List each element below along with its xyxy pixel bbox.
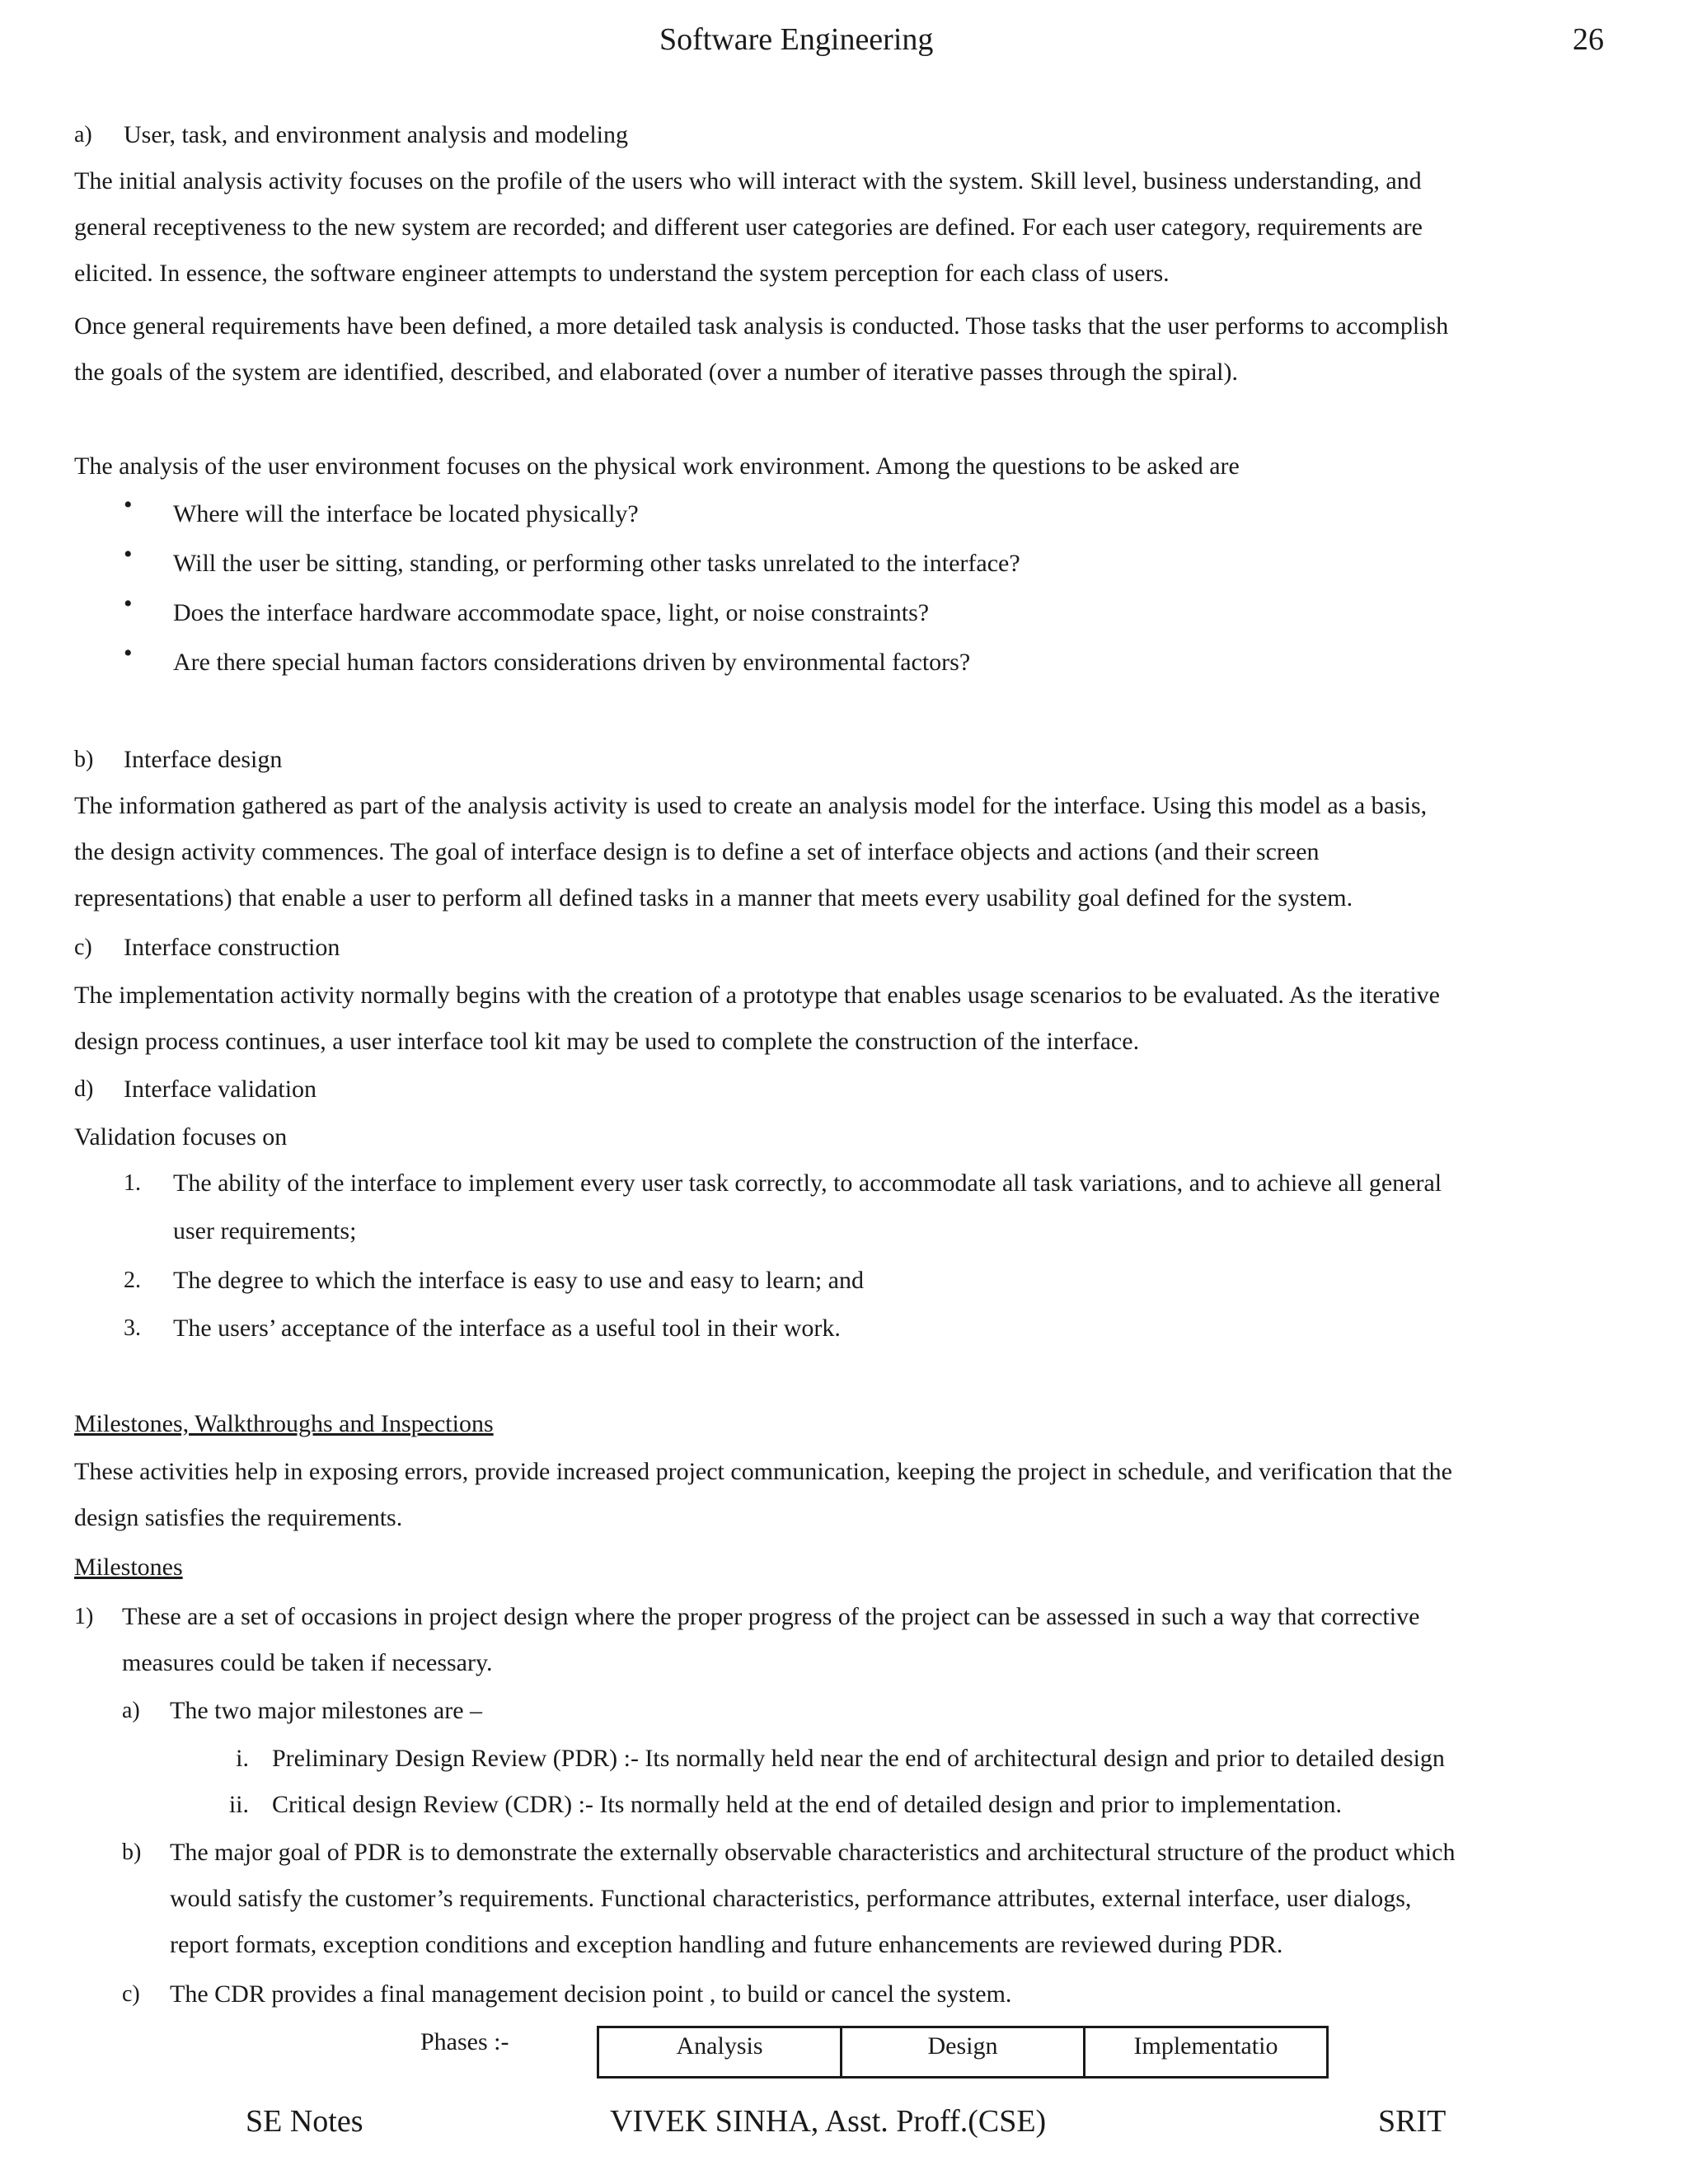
paragraph-line: representations) that enable a user to perform all defined tasks in a manner that meets every usability goal defined for the system. xyxy=(74,884,1353,912)
paragraph-line: design satisfies the requirements. xyxy=(74,1504,403,1531)
list-item: Where will the interface be located physically? xyxy=(173,500,639,527)
list-item: The ability of the interface to implement every user task correctly, to accommodate all task variations, and to achieve all general xyxy=(173,1169,1442,1197)
section-c-marker: c) xyxy=(74,935,92,960)
list-item: Does the interface hardware accommodate space, light, or noise constraints? xyxy=(173,599,930,626)
paragraph-line: The implementation activity normally begins with the creation of a prototype that enables usage scenarios to be evaluated. As the iterative xyxy=(74,982,1440,1009)
paragraph-line: The analysis of the user environment focuses on the physical work environment. Among the questions to be asked are xyxy=(74,452,1240,480)
list-item-continuation: user requirements; xyxy=(173,1217,357,1244)
numbered-marker: 1. xyxy=(124,1170,141,1196)
numbered-marker: 3. xyxy=(124,1315,141,1341)
section-c-heading: Interface construction xyxy=(124,934,340,961)
list-item: Will the user be sitting, standing, or performing other tasks unrelated to the interface? xyxy=(173,550,1020,577)
bullet-icon: • xyxy=(124,541,133,568)
page-header-title: Software Engineering xyxy=(659,22,934,57)
section-a-heading: User, task, and environment analysis and modeling xyxy=(124,121,628,148)
paragraph-line: design process continues, a user interface tool kit may be used to complete the construction of the interface. xyxy=(74,1028,1140,1055)
paragraph-line: These activities help in exposing errors, provide increased project communication, keeping the project in schedule, and verification that the xyxy=(74,1458,1452,1485)
section-d-heading: Interface validation xyxy=(124,1076,317,1103)
bullet-icon: • xyxy=(124,590,133,617)
phase-cell-design: Design xyxy=(842,2027,1085,2078)
list-item: Critical design Review (CDR) :- Its normally held at the end of detailed design and prior to implementation. xyxy=(272,1791,1343,1818)
footer-left: SE Notes xyxy=(246,2104,363,2139)
phases-table xyxy=(597,2026,1329,2079)
section-a-marker: a) xyxy=(74,122,92,148)
paragraph-line: the goals of the system are identified, described, and elaborated (over a number of iterative passes through the spiral). xyxy=(74,359,1239,386)
roman-marker: ii. xyxy=(228,1791,249,1818)
milestones-heading: Milestones, Walkthroughs and Inspections xyxy=(74,1410,494,1437)
paragraph-line: Validation focuses on xyxy=(74,1123,288,1151)
phase-cell-implementation: Implementatio xyxy=(1085,2027,1328,2078)
sub-marker: b) xyxy=(122,1840,142,1865)
paragraph-line: elicited. In essence, the software engineer attempts to understand the system perception for each class of users. xyxy=(74,260,1170,287)
section-d-marker: d) xyxy=(74,1076,94,1102)
bullet-icon: • xyxy=(124,640,133,667)
list-item-continuation: report formats, exception conditions and exception handling and future enhancements are reviewed during PDR. xyxy=(170,1931,1283,1958)
list-item-continuation: measures could be taken if necessary. xyxy=(122,1649,493,1676)
paragraph-line: the design activity commences. The goal of interface design is to define a set of interface objects and actions (and their screen xyxy=(74,838,1320,865)
section-b-marker: b) xyxy=(74,747,94,772)
footer-center: VIVEK SINHA, Asst. Proff.(CSE) xyxy=(610,2104,1047,2139)
paragraph-line: Once general requirements have been defined, a more detailed task analysis is conducted. Those tasks that the user performs to accomplish xyxy=(74,312,1449,340)
section-b-heading: Interface design xyxy=(124,746,283,773)
page-number: 26 xyxy=(1573,22,1604,57)
list-item: These are a set of occasions in project design where the proper progress of the project can be assessed in such a way that corrective xyxy=(122,1603,1420,1630)
list-item: Are there special human factors considerations driven by environmental factors? xyxy=(173,649,971,676)
numbered-marker: 2. xyxy=(124,1268,141,1293)
roman-marker: i. xyxy=(236,1745,249,1772)
sub-marker: c) xyxy=(122,1981,140,2007)
list-item: The major goal of PDR is to demonstrate the externally observable characteristics and architectural structure of the product which xyxy=(170,1839,1456,1866)
paragraph-line: The information gathered as part of the analysis activity is used to create an analysis model for the interface. Using this model as a basis, xyxy=(74,792,1428,819)
numbered-marker: 1) xyxy=(74,1604,94,1629)
paragraph-line: general receptiveness to the new system are recorded; and different user categories are defined. For each user category, requirements are xyxy=(74,213,1423,241)
phase-cell-analysis: Analysis xyxy=(598,2027,842,2078)
milestones-subheading: Milestones xyxy=(74,1554,183,1581)
footer-right: SRIT xyxy=(1378,2104,1447,2139)
list-item: The degree to which the interface is easy to use and easy to learn; and xyxy=(173,1267,864,1294)
list-item: Preliminary Design Review (PDR) :- Its normally held near the end of architectural design and prior to detailed design xyxy=(272,1745,1445,1772)
list-item: The two major milestones are – xyxy=(170,1697,483,1724)
list-item: The users’ acceptance of the interface as a useful tool in their work. xyxy=(173,1315,841,1342)
sub-marker: a) xyxy=(122,1698,140,1723)
bullet-icon: • xyxy=(124,491,133,518)
phases-label: Phases :- xyxy=(420,2028,509,2055)
list-item-continuation: would satisfy the customer’s requirements. Functional characteristics, performance attributes, external interface, user dialogs, xyxy=(170,1885,1412,1912)
paragraph-line: The initial analysis activity focuses on the profile of the users who will interact with the system. Skill level, business understanding, and xyxy=(74,167,1422,194)
list-item: The CDR provides a final management decision point , to build or cancel the system. xyxy=(170,1980,1012,2008)
